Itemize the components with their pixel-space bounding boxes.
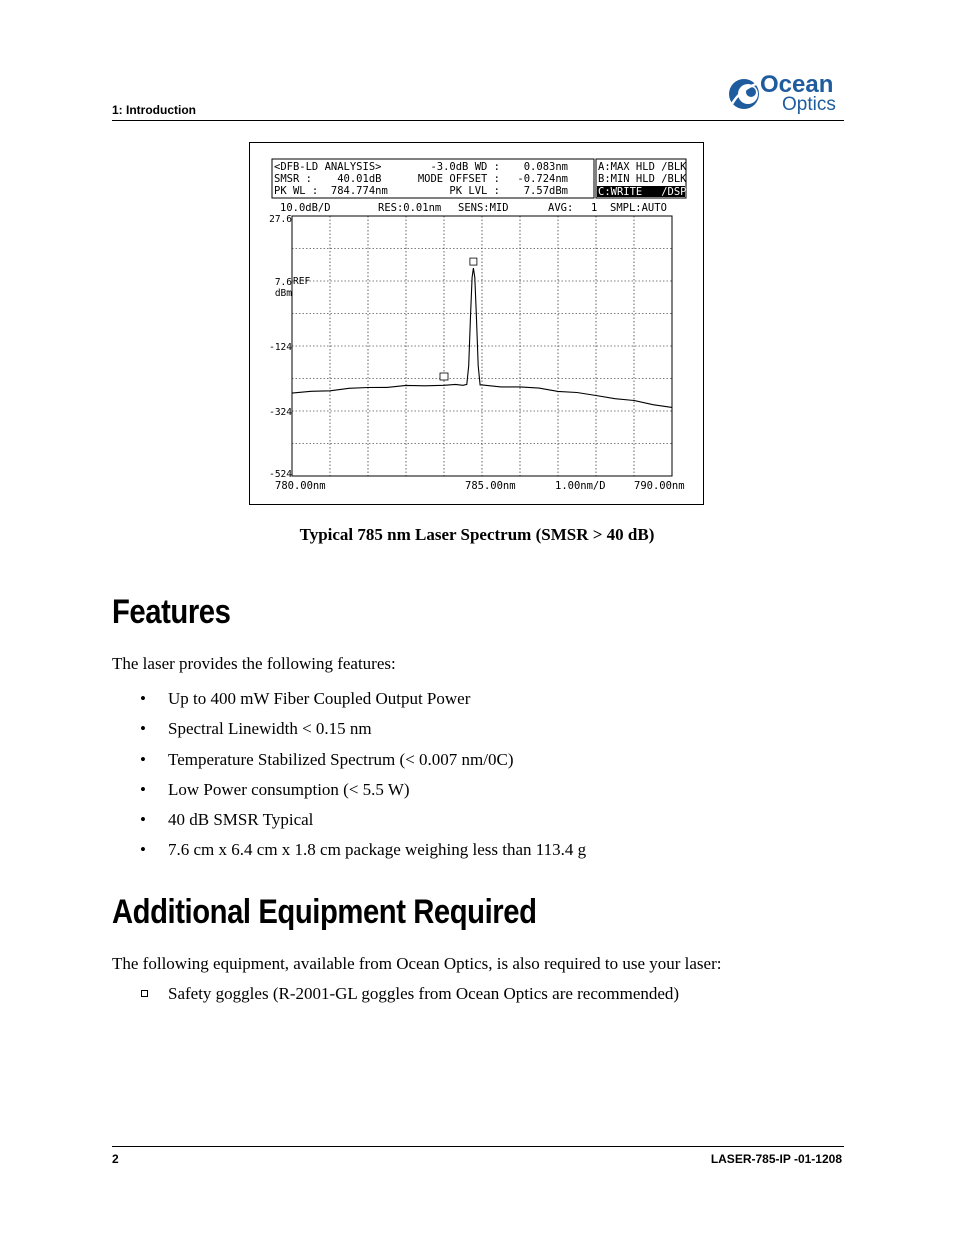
- header-rule: [112, 120, 844, 121]
- spectrum-trace: [292, 268, 672, 407]
- info-mid-1: MODE OFFSET :: [417, 173, 500, 185]
- figure-caption: Typical 785 nm Laser Spectrum (SMSR > 40 dB): [299, 525, 655, 544]
- osa-display: [250, 143, 703, 504]
- logo-word-ocean: Ocean: [760, 71, 834, 98]
- list-item: • 7.6 cm x 6.4 cm x 1.8 cm package weighing less than 113.4 g: [140, 840, 587, 860]
- x-tick-center: 785.00nm: [465, 480, 516, 492]
- features-list: [140, 688, 586, 870]
- bullet-icon: •: [140, 749, 146, 769]
- logo-swirl-icon: [729, 79, 759, 109]
- status-avg-label: AVG:: [548, 202, 574, 214]
- running-header-section: 1: Introduction: [112, 103, 196, 117]
- bullet-icon: •: [140, 840, 146, 860]
- status-res: RES:0.01nm: [378, 202, 442, 214]
- status-smpl: SMPL:AUTO: [610, 202, 667, 214]
- info-left-2: PK WL : 784.774nm: [274, 185, 388, 197]
- y-tick-low: -324: [269, 407, 292, 418]
- bullet-icon: •: [140, 779, 146, 799]
- status-sens: SENS:MID: [458, 202, 509, 214]
- list-item: • Spectral Linewidth < 0.15 nm: [140, 719, 372, 739]
- list-item: Safety goggles (R-2001-GL goggles from Ocean Optics are recommended): [140, 983, 679, 1005]
- bullet-icon: •: [140, 719, 146, 739]
- y-tick-top: 27.6: [269, 214, 292, 225]
- spectrum-figure: [249, 142, 704, 505]
- document-number: LASER-785-IP -01-1208: [710, 1152, 842, 1166]
- unit-label: dBm: [274, 288, 292, 299]
- bullet-icon: •: [140, 689, 146, 708]
- bullet-icon: •: [140, 810, 146, 830]
- features-intro: The laser provides the following features:: [112, 654, 396, 673]
- info-val-0: 0.083nm: [523, 161, 568, 173]
- x-tick-stop: 790.00nm: [634, 480, 685, 492]
- features-heading: Features: [112, 593, 231, 631]
- info-mid-0: -3.0dB WD :: [430, 161, 500, 173]
- info-val-2: 7.57dBm: [523, 185, 568, 197]
- y-tick-mid: -124: [269, 342, 292, 353]
- list-item: • Up to 400 mW Fiber Coupled Output Power: [140, 689, 471, 708]
- y-tick-ref: 7.6: [274, 277, 292, 288]
- x-tick-span: 1.00nm/D: [555, 480, 606, 492]
- list-item: • Temperature Stabilized Spectrum (< 0.007 nm/0C): [140, 749, 514, 769]
- list-item: • Low Power consumption (< 5.5 W): [140, 779, 410, 799]
- required-equipment-list: [140, 983, 679, 1005]
- info-left-1: SMSR : 40.01dB: [274, 173, 382, 185]
- peak-marker: [470, 258, 477, 265]
- plot-grid: [292, 216, 672, 476]
- checkbox-square-icon: [141, 990, 148, 997]
- page-number: 2: [112, 1152, 119, 1166]
- info-val-1: -0.724nm: [517, 173, 568, 185]
- additional-equipment-heading: Additional Equipment Required: [112, 893, 537, 931]
- marker-2: [440, 373, 448, 380]
- trace-b: B:MIN HLD /BLK: [598, 173, 687, 185]
- logo-word-optics: Optics: [782, 94, 836, 115]
- ref-label: REF: [293, 276, 311, 287]
- status-scale: 10.0dB/D: [280, 202, 331, 214]
- status-avg-value: 1: [591, 202, 598, 214]
- footer-rule: [112, 1146, 844, 1147]
- info-mid-2: PK LVL :: [449, 185, 500, 197]
- x-tick-start: 780.00nm: [275, 480, 326, 492]
- additional-equipment-intro: The following equipment, available from Ocean Optics, is also required to use your laser:: [112, 954, 722, 973]
- info-left-0: <DFB-LD ANALYSIS>: [274, 161, 382, 173]
- trace-a: A:MAX HLD /BLK: [598, 161, 687, 173]
- list-item: • 40 dB SMSR Typical: [140, 810, 314, 830]
- trace-c: C:WRITE /DSP: [598, 186, 687, 198]
- ocean-optics-logo: [726, 70, 846, 116]
- y-tick-bottom: -524: [269, 469, 292, 480]
